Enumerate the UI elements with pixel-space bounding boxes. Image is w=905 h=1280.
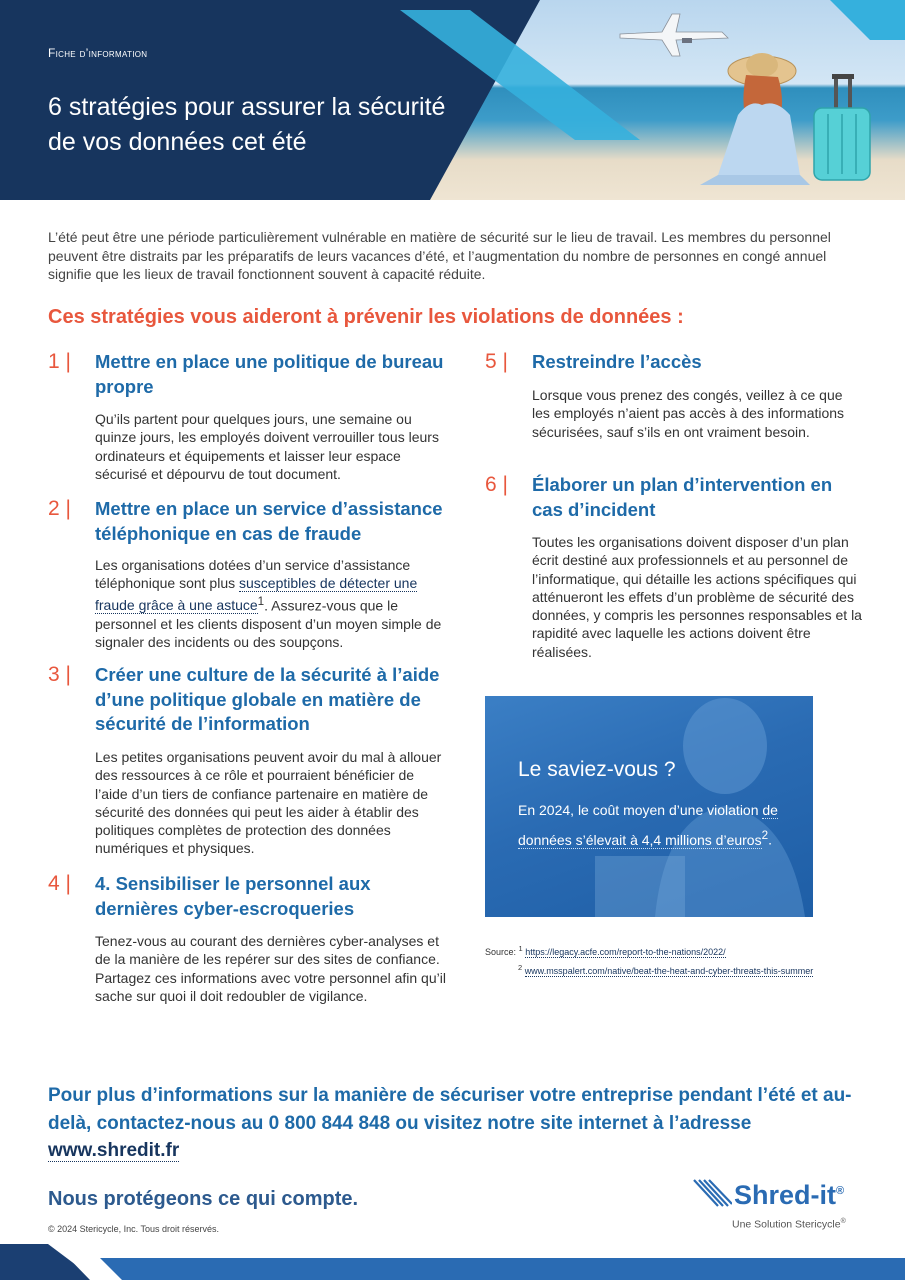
strategy-body (95, 556, 450, 651)
website-link[interactable]: www.shredit.fr (48, 1140, 180, 1161)
source-link-1[interactable]: susceptibles de détecter une fraude grâce à une astuce (95, 575, 418, 614)
shred-it-logo (692, 1176, 846, 1231)
strategy-body: Tenez-vous au courant des dernières cyber-analyses et de la manière de les repérer sur des sites de confiance. Partagez ces informations avec votre personnel afin qu’il sache sur quoi il doit redoubler de vigilance. (95, 933, 446, 1004)
shred-it-stripes-icon (692, 1176, 732, 1212)
source-url-1[interactable]: https://legacy.acfe.com/report-to-the-nations/2022/ (525, 947, 726, 957)
fact-title: Le saviez-vous ? (518, 758, 676, 781)
logo-subtitle (732, 1218, 846, 1231)
strategy-heading: 4. Sensibiliser le personnel aux dernières cyber-escroqueries (95, 873, 371, 919)
strategy-body: Lorsque vous prenez des congés, veillez à ce que les employés n’aient pas accès à des informations sécurisées, sauf s’ils en ont vraiment besoin. (532, 387, 845, 440)
body-text: Les organisations dotées d’un service d’assistance téléphonique sont plus (95, 557, 411, 592)
sources-list (485, 941, 813, 979)
strategy-body: Les petites organisations peuvent avoir du mal à allouer des ressources à ce rôle et pourraient bénéficier de l’aide d’un tiers de confiance partenaire en matière de sécurité des données qui peut les aider à établir des politiques complètes de protection des données numériques et physiques. (95, 749, 442, 857)
logo-trademark: ® (836, 1185, 845, 1197)
strategy-number: 1 | (48, 350, 71, 373)
strategy-heading: Restreindre l’accès (532, 351, 702, 372)
page-title: 6 stratégies pour assurer la sécurité de vos données cet été (48, 93, 446, 156)
header-banner (0, 0, 905, 200)
strategy-number: 3 | (48, 663, 71, 686)
footnote-ref: 1 (257, 594, 265, 608)
footnote-ref: 2 (761, 829, 769, 842)
source-number: 2 (518, 963, 523, 972)
strategy-number: 2 | (48, 497, 71, 520)
tagline: Nous protégeons ce qui compte. (48, 1188, 359, 1210)
logo-subtitle-trademark: ® (840, 1218, 846, 1225)
fact-text-part: . (768, 831, 772, 848)
strategy-number: 4 | (48, 872, 71, 895)
body-text: . Assurez-vous que le personnel et les clients disposent d’un moyen simple de signaler des incidents ou des soupçons. (95, 597, 442, 650)
source-line-2 (485, 960, 813, 979)
fact-text-part: En 2024, le coût moyen d’une violation (518, 802, 763, 818)
strategy-heading: Créer une culture de la sécurité à l’aide d’une politique globale en matière de sécurité de l’information (95, 664, 440, 734)
call-to-action (48, 1082, 858, 1165)
woman-with-hat-icon (690, 45, 830, 185)
suitcase-icon (812, 74, 872, 184)
logo-wordmark-text: Shred-it (734, 1180, 837, 1210)
strategy-number: 5 | (485, 350, 508, 373)
source-link-2[interactable]: de données s’élevait à 4,4 millions d’euros (518, 802, 778, 848)
section-lead: Ces stratégies vous aideront à prévenir les violations de données : (48, 306, 684, 328)
footer-decorative-bar (0, 1244, 905, 1280)
strategy-heading: Élaborer un plan d’intervention en cas d’incident (532, 474, 833, 520)
strategy-heading: Mettre en place un service d’assistance téléphonique en cas de fraude (95, 498, 443, 544)
cta-text: Pour plus d’informations sur la manière de sécuriser votre entreprise pendant l’été et au-delà, contactez-nous au 0 800 844 848 ou visitez notre site internet à l’adresse (48, 1085, 852, 1134)
logo-subtitle-text: Une Solution Stericycle (732, 1218, 841, 1231)
strategy-number: 6 | (485, 473, 508, 496)
intro-paragraph: L’été peut être une période particulièrement vulnérable en matière de sécurité sur le lieu de travail. Les membres du personnel peuvent être distraits par les préparatifs de leurs vacances d’été, et l’augmentation du nombre de personnes en congé annuel signifie que les lieux de travail fonctionnent souvent à capacité réduite. (48, 229, 831, 282)
source-url-2[interactable]: www.msspalert.com/native/beat-the-heat-and-cyber-threats-this-summer (524, 966, 814, 976)
fact-text (518, 798, 778, 853)
strategy-body: Qu’ils partent pour quelques jours, une semaine ou quinze jours, les employés doivent verrouiller tous leurs ordinateurs et équipements et laisser leur espace sécurisé et dépourvu de tout document. (95, 411, 439, 482)
source-number: 1 (518, 944, 523, 953)
sources-label: Source: (485, 947, 517, 957)
logo-wordmark (734, 1180, 844, 1211)
copyright: © 2024 Stericycle, Inc. Tous droit réservés. (48, 1224, 220, 1234)
source-line-1 (485, 941, 813, 960)
strategy-heading: Mettre en place une politique de bureau propre (95, 351, 444, 397)
strategy-body: Toutes les organisations doivent disposer d’un plan écrit destiné aux professionnels et au personnel de l’informatique, qui détaille les actions spécifiques qui atténueront les effets d’un problème de sécurité des données, y compris les personnes responsables et la rapidité avec laquelle les actions doivent être réalisées. (532, 534, 862, 660)
document-kicker: Fiche d’information (48, 46, 148, 60)
did-you-know-box (485, 696, 813, 917)
